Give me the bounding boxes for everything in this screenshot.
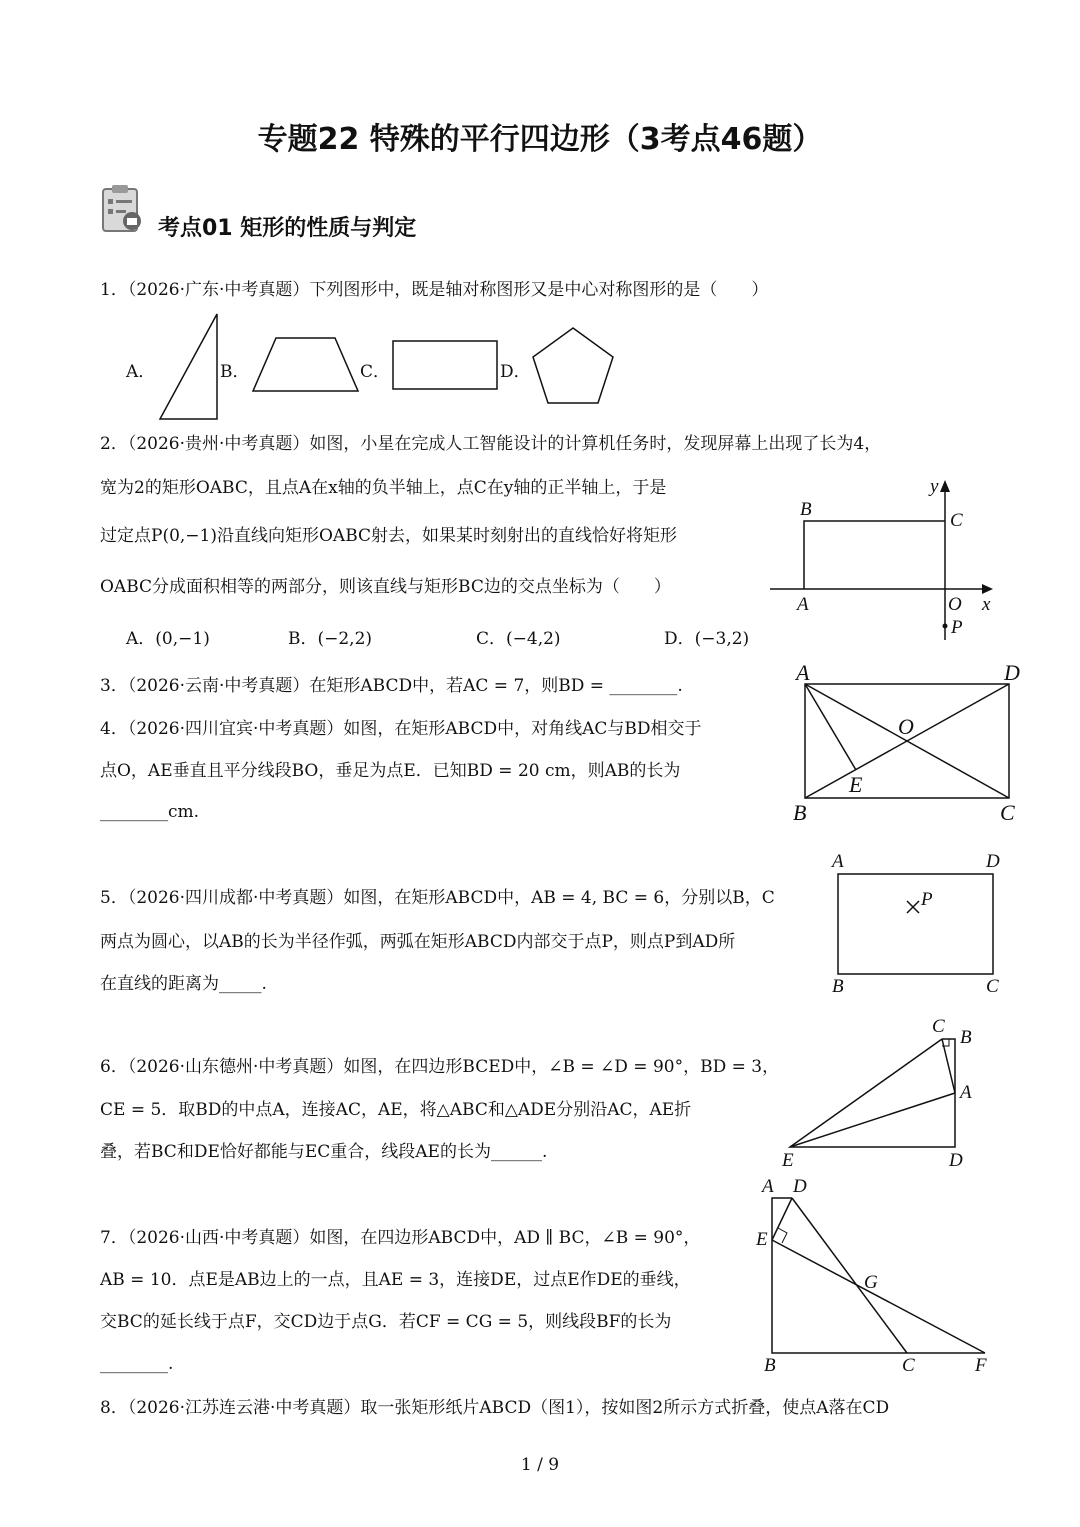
- q4-label-c: C: [1000, 800, 1015, 825]
- q6-label-a: A: [960, 1082, 972, 1103]
- q2-option-b: B．(−2,2): [288, 629, 373, 649]
- q4-label-a: A: [796, 660, 810, 685]
- q6-label-c: C: [932, 1016, 945, 1037]
- q2-label-c: C: [950, 510, 963, 531]
- q7-label-c: C: [902, 1355, 915, 1376]
- question-5-line-2: 两点为圆心，以AB的长为半径作弧，两弧在矩形ABCD内部交于点P，则点P到AD所: [100, 932, 736, 952]
- q1-option-c: C．: [360, 362, 391, 382]
- q7-label-d: D: [793, 1176, 807, 1197]
- question-5-line-3: 在直线的距离为_____.: [100, 974, 267, 994]
- q4-label-e: E: [849, 772, 863, 797]
- page-number: 1 / 9: [520, 1455, 560, 1475]
- q1-option-d: D．: [500, 362, 531, 382]
- q6-label-b: B: [960, 1027, 972, 1048]
- q7-label-e: E: [756, 1229, 768, 1250]
- question-7-line-3: 交BC的延长线于点F，交CD边于点G．若CF = CG = 5，则线段BF的长为: [100, 1312, 672, 1332]
- question-4-line-3: ________cm.: [100, 802, 200, 822]
- q1-option-b: B．: [220, 362, 250, 382]
- q2-option-a: A．(0,−1): [126, 629, 210, 649]
- question-7-line-2: AB = 10．点E是AB边上的一点，且AE = 3，连接DE，过点E作DE的垂线，: [100, 1270, 691, 1290]
- q2-label-y: y: [930, 476, 939, 497]
- q6-label-d: D: [949, 1150, 963, 1171]
- section-heading: 考点01 矩形的性质与判定: [158, 216, 417, 241]
- q5-label-a: A: [832, 851, 844, 872]
- question-5-line-1: 5．（2026·四川成都·中考真题）如图，在矩形ABCD中，AB = 4, BC = 6，分别以B，C: [100, 888, 775, 908]
- q5-label-d: D: [986, 851, 1000, 872]
- q2-option-c: C．(−4,2): [476, 629, 561, 649]
- q5-label-p: P: [921, 889, 933, 910]
- question-2-line-4: OABC分成面积相等的两部分，则该直线与矩形BC边的交点坐标为（ ）: [100, 577, 671, 597]
- q7-label-f: F: [975, 1355, 987, 1376]
- question-3-text: 3．（2026·云南·中考真题）在矩形ABCD中，若AC = 7，则BD = ________.: [100, 676, 683, 696]
- q2-label-o: O: [948, 594, 962, 615]
- q7-label-g: G: [864, 1272, 878, 1293]
- q2-option-d: D．(−3,2): [664, 629, 750, 649]
- question-2-line-3: 过定点P(0,−1)沿直线向矩形OABC射去，如果某时刻射出的直线恰好将矩形: [100, 526, 678, 546]
- q4-label-o: O: [898, 714, 914, 739]
- question-6-line-1: 6．（2026·山东德州·中考真题）如图，在四边形BCED中，∠B = ∠D = 90°，BD = 3，: [100, 1057, 780, 1077]
- question-4-line-2: 点O，AE垂直且平分线段BO，垂足为点E．已知BD = 20 cm，则AB的长为: [100, 761, 681, 781]
- question-6-line-3: 叠，若BC和DE恰好都能与EC重合，线段AE的长为______.: [100, 1142, 548, 1162]
- question-2-line-1: 2．（2026·贵州·中考真题）如图，小星在完成人工智能设计的计算机任务时，发现屏幕上出现了长为4，: [100, 434, 882, 454]
- question-7-line-4: ________.: [100, 1354, 174, 1374]
- q7-label-b: B: [764, 1355, 776, 1376]
- page-title: 专题22 特殊的平行四边形（3考点46题）: [257, 122, 823, 157]
- question-4-line-1: 4．（2026·四川宜宾·中考真题）如图，在矩形ABCD中，对角线AC与BD相交于: [100, 719, 702, 739]
- question-7-line-1: 7．（2026·山西·中考真题）如图，在四边形ABCD中，AD ∥ BC，∠B = 90°，: [100, 1228, 701, 1248]
- q4-label-d: D: [1004, 660, 1020, 685]
- q2-label-a: A: [797, 594, 809, 615]
- q2-label-x: x: [982, 594, 991, 615]
- question-6-line-2: CE = 5．取BD的中点A，连接AC，AE，将△ABC和△ADE分别沿AC，AE折: [100, 1100, 692, 1120]
- question-2-line-2: 宽为2的矩形OABC，且点A在x轴的负半轴上，点C在y轴的正半轴上，于是: [100, 478, 667, 498]
- q2-label-b: B: [800, 499, 812, 520]
- q7-label-a: A: [762, 1176, 774, 1197]
- q6-label-e: E: [782, 1150, 794, 1171]
- question-1-text: 1．（2026·广东·中考真题）下列图形中，既是轴对称图形又是中心对称图形的是（ ）: [100, 280, 769, 300]
- q1-option-a: A．: [126, 362, 156, 382]
- q4-label-b: B: [793, 800, 807, 825]
- q2-label-p: P: [951, 617, 963, 638]
- q5-label-c: C: [986, 976, 999, 997]
- question-8-text: 8．（2026·江苏连云港·中考真题）取一张矩形纸片ABCD（图1），按如图2所示方式折叠，使点A落在CD: [100, 1398, 890, 1418]
- q5-label-b: B: [832, 976, 844, 997]
